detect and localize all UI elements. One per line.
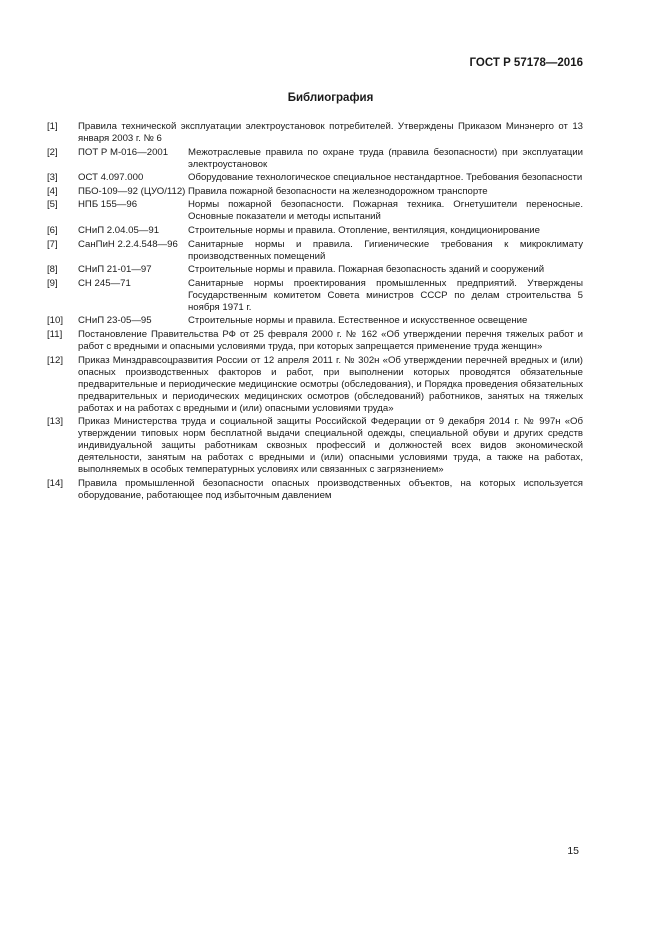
entry-text: Межотраслевые правила по охране труда (правила безопасности) при эксплуатации электроустановок	[188, 146, 583, 170]
entry-code: ОСТ 4.097.000	[78, 172, 144, 184]
bibliography-entry	[47, 225, 583, 237]
entry-text: Правила пожарной безопасности на железнодорожном транспорте	[188, 185, 488, 197]
entry-number: [8]	[47, 264, 58, 276]
bibliography-entry	[47, 172, 583, 184]
entry-code: НПБ 155—96	[78, 199, 138, 211]
bibliography-entry	[47, 416, 583, 476]
bibliography-entry	[47, 186, 583, 198]
entry-code: СанПиН 2.2.4.548—96	[78, 238, 178, 250]
entry-code: СНиП 21-01—97	[78, 264, 152, 276]
entry-text: Строительные нормы и правила. Естественное и искусственное освещение	[188, 315, 528, 327]
entry-number: [5]	[47, 199, 58, 211]
entry-number: [2]	[47, 146, 58, 158]
entry-code: СН 245—71	[78, 277, 131, 289]
entry-number: [13]	[47, 416, 64, 428]
entry-number: [3]	[47, 172, 58, 184]
bibliography-entry	[47, 264, 583, 276]
bibliography-entry	[47, 355, 583, 415]
entry-text: Постановление Правительства РФ от 25 февраля 2000 г. № 162 «Об утверждении перечня тяжелых работ и работ с вредными и опасными условиями труда, при которых запрещается применение труда женщин»	[78, 328, 583, 352]
entry-number: [7]	[47, 238, 58, 250]
entry-number: [4]	[47, 185, 58, 197]
bibliography-entry	[47, 329, 583, 353]
bibliography-entry	[47, 121, 583, 145]
bibliography-entry	[47, 278, 583, 314]
entry-number: [10]	[47, 315, 64, 327]
entry-text: Оборудование технологическое специальное нестандартное. Требования безопасности	[188, 172, 583, 184]
entry-code: ПОТ Р М-016—2001	[78, 146, 169, 158]
entry-number: [14]	[47, 477, 64, 489]
bibliography-entry	[47, 147, 583, 171]
entry-text: Приказ Минздравсоцразвития России от 12 апреля 2011 г. № 302н «Об утверждении перечней вредных и (или) опасных производственных факторов и работ, при выполнении которых проводятся обязательные предварительные и периодические медицинские осмотры (обследования), и Порядка проведения обязательных предварительных и периодических медицинских осмотров (обследований) работников, занятых на тяжелых работах и на работах с вредными и (или) опасными условиями труда»	[78, 354, 583, 414]
entry-text: Нормы пожарной безопасности. Пожарная техника. Огнетушители переносные. Основные показатели и методы испытаний	[188, 199, 583, 223]
entry-code: СНиП 2.04.05—91	[78, 224, 160, 236]
entry-code: ПБО-109—92 (ЦУО/112)	[78, 185, 186, 197]
bibliography-title: Библиография	[287, 92, 374, 104]
bibliography-entry	[47, 315, 583, 327]
entry-text: Приказ Министерства труда и социальной защиты Российской Федерации от 9 декабря 2014 г. № 997н «Об утверждении типовых норм бесплатной выдачи специальной одежды, специальной обуви и других средств индивидуальной защиты работникам сквозных профессий и должностей всех видов экономической деятельности, занятым на работах с вредными и (или) опасными условиями труда, а также на работах, выполняемых в особых температурных условиях или связанных с загрязнением»	[78, 416, 583, 476]
bibliography-entry	[47, 199, 583, 223]
bibliography-entry	[47, 478, 583, 502]
entry-number: [12]	[47, 354, 64, 366]
bibliography-entry	[47, 239, 583, 263]
entry-number: [1]	[47, 121, 58, 132]
bibliography-list	[47, 121, 583, 503]
entry-number: [6]	[47, 224, 58, 236]
page-number: 15	[567, 845, 579, 857]
entry-text: Санитарные нормы проектирования промышленных предприятий. Утверждены Государственным комитетом Совета министров СССР по делам строительства 5 ноября 1971 г.	[188, 277, 583, 313]
entry-number: [9]	[47, 277, 58, 289]
entry-text: Правила технической эксплуатации электроустановок потребителей. Утверждены Приказом Минэнерго от 13 января 2003 г. № 6	[78, 121, 583, 144]
entry-text: Строительные нормы и правила. Пожарная безопасность зданий и сооружений	[188, 264, 545, 276]
entry-code: СНиП 23-05—95	[78, 315, 152, 327]
entry-text: Санитарные нормы и правила. Гигиенические требования к микроклимату производственных помещений	[188, 238, 583, 262]
document-header: ГОСТ Р 57178—2016	[469, 57, 583, 69]
entry-number: [11]	[47, 328, 63, 340]
entry-text: Строительные нормы и правила. Отопление, вентиляция, кондиционирование	[188, 224, 540, 236]
entry-text: Правила промышленной безопасности опасных производственных объектов, на которых используется оборудование, работающее под избыточным давлением	[78, 477, 583, 501]
